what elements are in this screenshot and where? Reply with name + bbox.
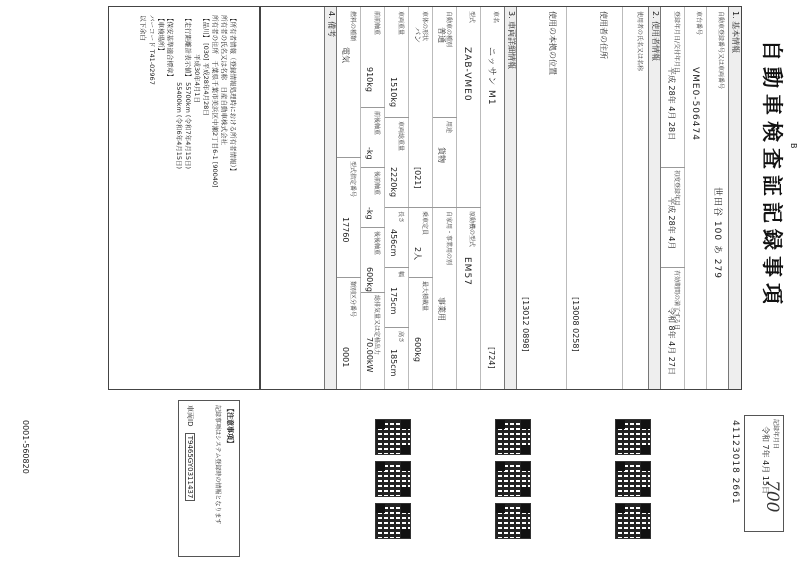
- purpose-value: 事業用: [437, 297, 446, 321]
- registration-date-value: 令和 7年 4月 15日: [761, 426, 770, 494]
- type-number-label: 型式指定番号: [349, 161, 356, 198]
- section-mark: B: [789, 143, 798, 149]
- base-location-label: 使用の本拠の位置: [548, 11, 557, 75]
- front-axle-value: 910kg: [365, 67, 374, 92]
- rear-axle-label: 後後軸重: [373, 231, 380, 256]
- model-value: ZAB-VME0: [462, 47, 472, 102]
- weight-label: 車両重量: [397, 11, 404, 36]
- class-number-value: 0001: [341, 347, 350, 368]
- chassis-number-label: 車台番号: [695, 11, 702, 36]
- qr-code-9: [376, 504, 410, 538]
- reg-number-value: 世田谷 100 あ 279: [712, 187, 722, 279]
- vehicle-id-row: [185, 405, 195, 501]
- use-value: 貨物: [437, 147, 446, 163]
- front-rear-axle-label: 前後軸重: [373, 111, 380, 136]
- displacement-value: 70.00kW: [365, 337, 374, 373]
- first-registration-value: 平成 28年 4月 28日: [667, 67, 676, 141]
- fuel-type-label: 燃料の種類: [349, 11, 356, 42]
- user-name-label: 使用者の氏名又は名称: [636, 11, 643, 72]
- chassis-number-value: VME0-506474: [690, 67, 700, 141]
- front-rear-axle-value: -kg: [365, 147, 374, 160]
- capacity-value: 2人: [413, 247, 422, 261]
- document-code: 41123018 2661: [730, 420, 740, 505]
- qr-code-3: [616, 504, 650, 538]
- first-registration-label: 登録年月日/交付年月日: [673, 11, 680, 74]
- first-year-value: 平成 28年 4月: [667, 197, 676, 250]
- rear-front-axle-label: 後前軸重: [373, 171, 380, 196]
- width-label: 幅: [397, 271, 404, 278]
- reg-number-label: 自動車登録番号又は車両番号: [717, 11, 724, 90]
- section-user-info: 2. 使用者情報: [651, 11, 660, 62]
- section-basic-info: 1. 基本情報: [731, 11, 740, 54]
- record-form: [260, 6, 742, 390]
- engine-label: 原動機の型式: [468, 211, 475, 248]
- max-load-value: 600kg: [413, 337, 422, 362]
- section-vehicle-detail: 3. 車両詳細情報: [507, 11, 516, 70]
- expiry-value: 令和 8年 4月 27日: [667, 307, 676, 375]
- qr-code-1: [616, 420, 650, 454]
- remarks-box: [108, 6, 260, 390]
- handwritten-note: 700: [762, 480, 782, 513]
- vehicle-id-value: T9465GY0311437: [185, 433, 195, 502]
- car-name-code: [724]: [487, 347, 496, 369]
- weight-value: 1510kg: [389, 77, 398, 108]
- fuel-type-value: 電気: [341, 47, 350, 63]
- model-label: 型式: [468, 11, 475, 24]
- base-location-code: [13012 0898]: [521, 297, 530, 352]
- qr-code-4: [496, 420, 530, 454]
- vehicle-kind-label: 自動車の種別: [445, 11, 452, 48]
- rear-axle-value: 600kg: [365, 267, 374, 292]
- expiry-label: 有効期間の満了する日: [673, 270, 680, 331]
- height-value: 185cm: [389, 349, 398, 377]
- car-name-value: ニッサン M1: [486, 47, 496, 106]
- engine-value: EM57: [462, 257, 472, 286]
- body-shape-value: バン: [413, 27, 422, 43]
- remarks-text: 【所有者情報（登録情報処理時における所有者情報）】 所有者の氏名又は名称 日産自動車株式会社 所有者の住所 千葉県千葉市美浜区中瀬2丁目6-1 [90040] 【品川】 [030] 平成28年4月28日 平成30年4月1日 【走行距離計表示値】 55700km (令和7年4月15日) 55400km (令和6年4月15日) 【保安基準適合標章】 【車検場所】 バーコード T41-02967 以下余白: [139, 15, 237, 188]
- first-year-label: 初度登録年月: [673, 170, 680, 207]
- type-number-value: 17760: [341, 217, 350, 243]
- body-shape-label: 車体の形状: [421, 11, 428, 42]
- user-address-code: [13008 0258]: [571, 297, 580, 352]
- car-name-label: 車名: [492, 11, 499, 24]
- qr-code-7: [376, 420, 410, 454]
- qr-code-6: [496, 504, 530, 538]
- max-load-label: 最大積載量: [421, 281, 428, 312]
- length-value: 456cm: [389, 229, 398, 257]
- footer-code: 0001-560820: [21, 420, 30, 474]
- rear-front-axle-value: -kg: [365, 207, 374, 220]
- registration-date-label: 記録年月日: [772, 419, 779, 450]
- page-title: 自動車検査証記録事項: [760, 40, 785, 310]
- notice-title: 【注意事項】: [226, 405, 234, 447]
- displacement-label: 総排気量又は定格出力: [373, 295, 380, 356]
- notice-body: 記録事項はシステム登録時の情報となります: [214, 405, 221, 525]
- section-remarks: 4. 備考: [327, 11, 336, 38]
- vehicle-kind-value: 普通: [437, 27, 446, 43]
- gross-weight-label: 車両総重量: [397, 121, 404, 152]
- vehicle-id-label: 車両ID: [186, 405, 194, 427]
- use-label: 用途: [445, 121, 452, 134]
- notice-box: [178, 400, 240, 557]
- qr-code-5: [496, 462, 530, 496]
- qr-code-8: [376, 462, 410, 496]
- width-value: 175cm: [389, 287, 398, 315]
- body-shape-code: [021]: [413, 167, 422, 189]
- user-address-label: 使用者の住所: [599, 11, 608, 59]
- height-label: 高さ: [397, 331, 404, 344]
- length-label: 長さ: [397, 211, 404, 224]
- purpose-label: 自家用・事業用の別: [445, 211, 452, 266]
- capacity-label: 乗車定員: [421, 211, 428, 236]
- qr-code-2: [616, 462, 650, 496]
- class-number-label: 類別区分番号: [349, 281, 356, 318]
- gross-weight-value: 2220kg: [389, 167, 398, 198]
- registration-date-box: [744, 415, 784, 532]
- front-axle-label: 前前軸重: [373, 11, 380, 36]
